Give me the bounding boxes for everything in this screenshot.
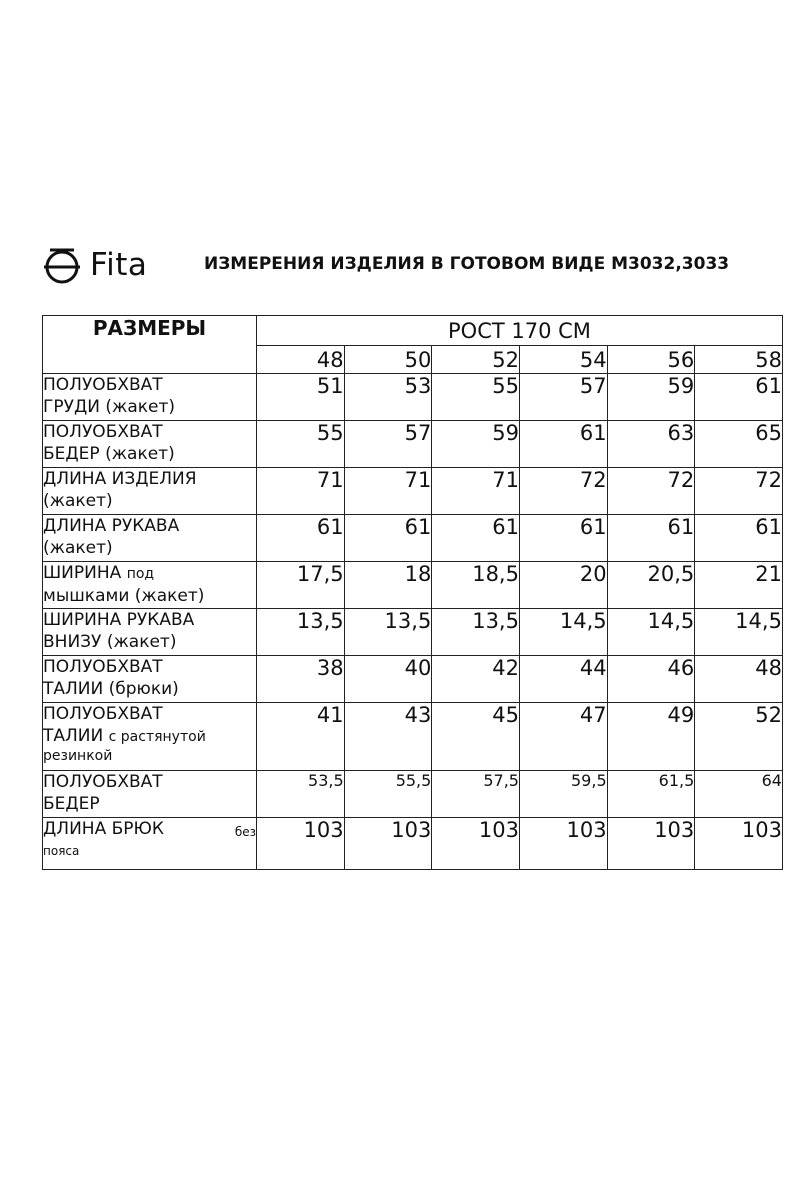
row-label-line bbox=[43, 725, 256, 748]
row-label-line: БЕДЕР bbox=[43, 794, 100, 814]
row-label-line: ДЛИНА РУКАВА bbox=[43, 516, 180, 536]
value-cell: 20,5 bbox=[607, 562, 695, 609]
table-row bbox=[43, 771, 783, 818]
value-cell: 41 bbox=[257, 703, 345, 771]
value-cell: 17,5 bbox=[257, 562, 345, 609]
row-label-line: ПОЛУОБХВАТ bbox=[43, 704, 163, 724]
row-label bbox=[43, 421, 257, 468]
size-cell: 58 bbox=[695, 346, 783, 374]
value-cell: 51 bbox=[257, 374, 345, 421]
value-cell: 59,5 bbox=[519, 771, 607, 818]
value-cell: 72 bbox=[519, 468, 607, 515]
value-cell: 71 bbox=[257, 468, 345, 515]
brand-logo bbox=[42, 240, 147, 290]
row-label bbox=[43, 818, 257, 870]
row-label-part: под bbox=[126, 566, 155, 582]
value-cell: 103 bbox=[607, 818, 695, 870]
value-cell: 55,5 bbox=[344, 771, 432, 818]
table-row bbox=[43, 818, 783, 870]
row-label-line: (жакет) bbox=[43, 491, 113, 511]
measurements-table bbox=[42, 315, 783, 870]
row-label-line: (жакет) bbox=[43, 538, 113, 558]
row-label-part: без bbox=[234, 825, 256, 839]
value-cell: 46 bbox=[607, 656, 695, 703]
value-cell: 43 bbox=[344, 703, 432, 771]
row-label-line: ВНИЗУ (жакет) bbox=[43, 632, 177, 652]
value-cell: 13,5 bbox=[257, 609, 345, 656]
value-cell: 103 bbox=[344, 818, 432, 870]
value-cell: 61 bbox=[519, 515, 607, 562]
size-cell: 50 bbox=[344, 346, 432, 374]
row-label-line: ШИРИНА РУКАВА bbox=[43, 610, 195, 630]
row-label-line bbox=[43, 818, 256, 843]
value-cell: 71 bbox=[432, 468, 520, 515]
row-label bbox=[43, 771, 257, 818]
table-row bbox=[43, 656, 783, 703]
value-cell: 14,5 bbox=[607, 609, 695, 656]
value-cell: 103 bbox=[519, 818, 607, 870]
table-row bbox=[43, 703, 783, 771]
size-cell: 52 bbox=[432, 346, 520, 374]
value-cell: 61 bbox=[607, 515, 695, 562]
row-label-line: ПОЛУОБХВАТ bbox=[43, 422, 163, 442]
row-label-line bbox=[43, 562, 256, 585]
row-label-line: ПОЛУОБХВАТ bbox=[43, 375, 163, 395]
table-row bbox=[43, 609, 783, 656]
row-label bbox=[43, 656, 257, 703]
value-cell: 103 bbox=[695, 818, 783, 870]
size-cell: 56 bbox=[607, 346, 695, 374]
value-cell: 72 bbox=[695, 468, 783, 515]
value-cell: 65 bbox=[695, 421, 783, 468]
row-label-line: ТАЛИИ (брюки) bbox=[43, 679, 179, 699]
value-cell: 18,5 bbox=[432, 562, 520, 609]
value-cell: 61 bbox=[432, 515, 520, 562]
value-cell: 64 bbox=[695, 771, 783, 818]
value-cell: 61 bbox=[519, 421, 607, 468]
row-label-part: с растянутой bbox=[108, 729, 206, 745]
value-cell: 14,5 bbox=[519, 609, 607, 656]
value-cell: 38 bbox=[257, 656, 345, 703]
value-cell: 14,5 bbox=[695, 609, 783, 656]
page-title: ИЗМЕРЕНИЯ ИЗДЕЛИЯ В ГОТОВОМ ВИДЕ М3032,3033 bbox=[204, 254, 730, 274]
value-cell: 55 bbox=[432, 374, 520, 421]
value-cell: 21 bbox=[695, 562, 783, 609]
row-label-part: ТАЛИИ bbox=[43, 726, 104, 746]
value-cell: 48 bbox=[695, 656, 783, 703]
value-cell: 20 bbox=[519, 562, 607, 609]
row-label-line: ДЛИНА ИЗДЕЛИЯ bbox=[43, 469, 197, 489]
value-cell: 18 bbox=[344, 562, 432, 609]
value-cell: 13,5 bbox=[432, 609, 520, 656]
fita-logo-icon bbox=[42, 245, 82, 285]
value-cell: 57 bbox=[344, 421, 432, 468]
value-cell: 52 bbox=[695, 703, 783, 771]
value-cell: 55 bbox=[257, 421, 345, 468]
value-cell: 59 bbox=[432, 421, 520, 468]
height-header: РОСТ 170 СМ bbox=[257, 316, 783, 346]
sizes-header: РАЗМЕРЫ bbox=[43, 316, 257, 374]
row-label bbox=[43, 468, 257, 515]
row-label-line: пояса bbox=[43, 844, 80, 858]
value-cell: 49 bbox=[607, 703, 695, 771]
row-label bbox=[43, 703, 257, 771]
row-label-part: ДЛИНА БРЮК bbox=[43, 819, 164, 839]
value-cell: 72 bbox=[607, 468, 695, 515]
row-label bbox=[43, 374, 257, 421]
value-cell: 61,5 bbox=[607, 771, 695, 818]
table-row bbox=[43, 374, 783, 421]
row-label bbox=[43, 562, 257, 609]
value-cell: 61 bbox=[257, 515, 345, 562]
size-cell: 48 bbox=[257, 346, 345, 374]
value-cell: 61 bbox=[344, 515, 432, 562]
row-label-line: ПОЛУОБХВАТ bbox=[43, 772, 163, 792]
value-cell: 61 bbox=[695, 374, 783, 421]
value-cell: 53,5 bbox=[257, 771, 345, 818]
value-cell: 47 bbox=[519, 703, 607, 771]
row-label-line: мышками (жакет) bbox=[43, 586, 205, 606]
row-label-part: ШИРИНА bbox=[43, 563, 122, 583]
table-row bbox=[43, 421, 783, 468]
value-cell: 59 bbox=[607, 374, 695, 421]
value-cell: 45 bbox=[432, 703, 520, 771]
row-label-line: ГРУДИ (жакет) bbox=[43, 397, 176, 417]
row-label-line: резинкой bbox=[43, 748, 113, 764]
size-cell: 54 bbox=[519, 346, 607, 374]
row-label-line: БЕДЕР (жакет) bbox=[43, 444, 175, 464]
value-cell: 44 bbox=[519, 656, 607, 703]
table-row bbox=[43, 562, 783, 609]
value-cell: 71 bbox=[344, 468, 432, 515]
table-row bbox=[43, 468, 783, 515]
brand-name: Fita bbox=[90, 247, 148, 283]
document-header bbox=[42, 240, 782, 290]
value-cell: 40 bbox=[344, 656, 432, 703]
row-label bbox=[43, 609, 257, 656]
row-label-line: ПОЛУОБХВАТ bbox=[43, 657, 163, 677]
value-cell: 42 bbox=[432, 656, 520, 703]
value-cell: 57,5 bbox=[432, 771, 520, 818]
row-label bbox=[43, 515, 257, 562]
value-cell: 53 bbox=[344, 374, 432, 421]
value-cell: 103 bbox=[432, 818, 520, 870]
value-cell: 13,5 bbox=[344, 609, 432, 656]
value-cell: 57 bbox=[519, 374, 607, 421]
table-header-row bbox=[43, 316, 783, 346]
value-cell: 61 bbox=[695, 515, 783, 562]
value-cell: 103 bbox=[257, 818, 345, 870]
table-row bbox=[43, 515, 783, 562]
value-cell: 63 bbox=[607, 421, 695, 468]
